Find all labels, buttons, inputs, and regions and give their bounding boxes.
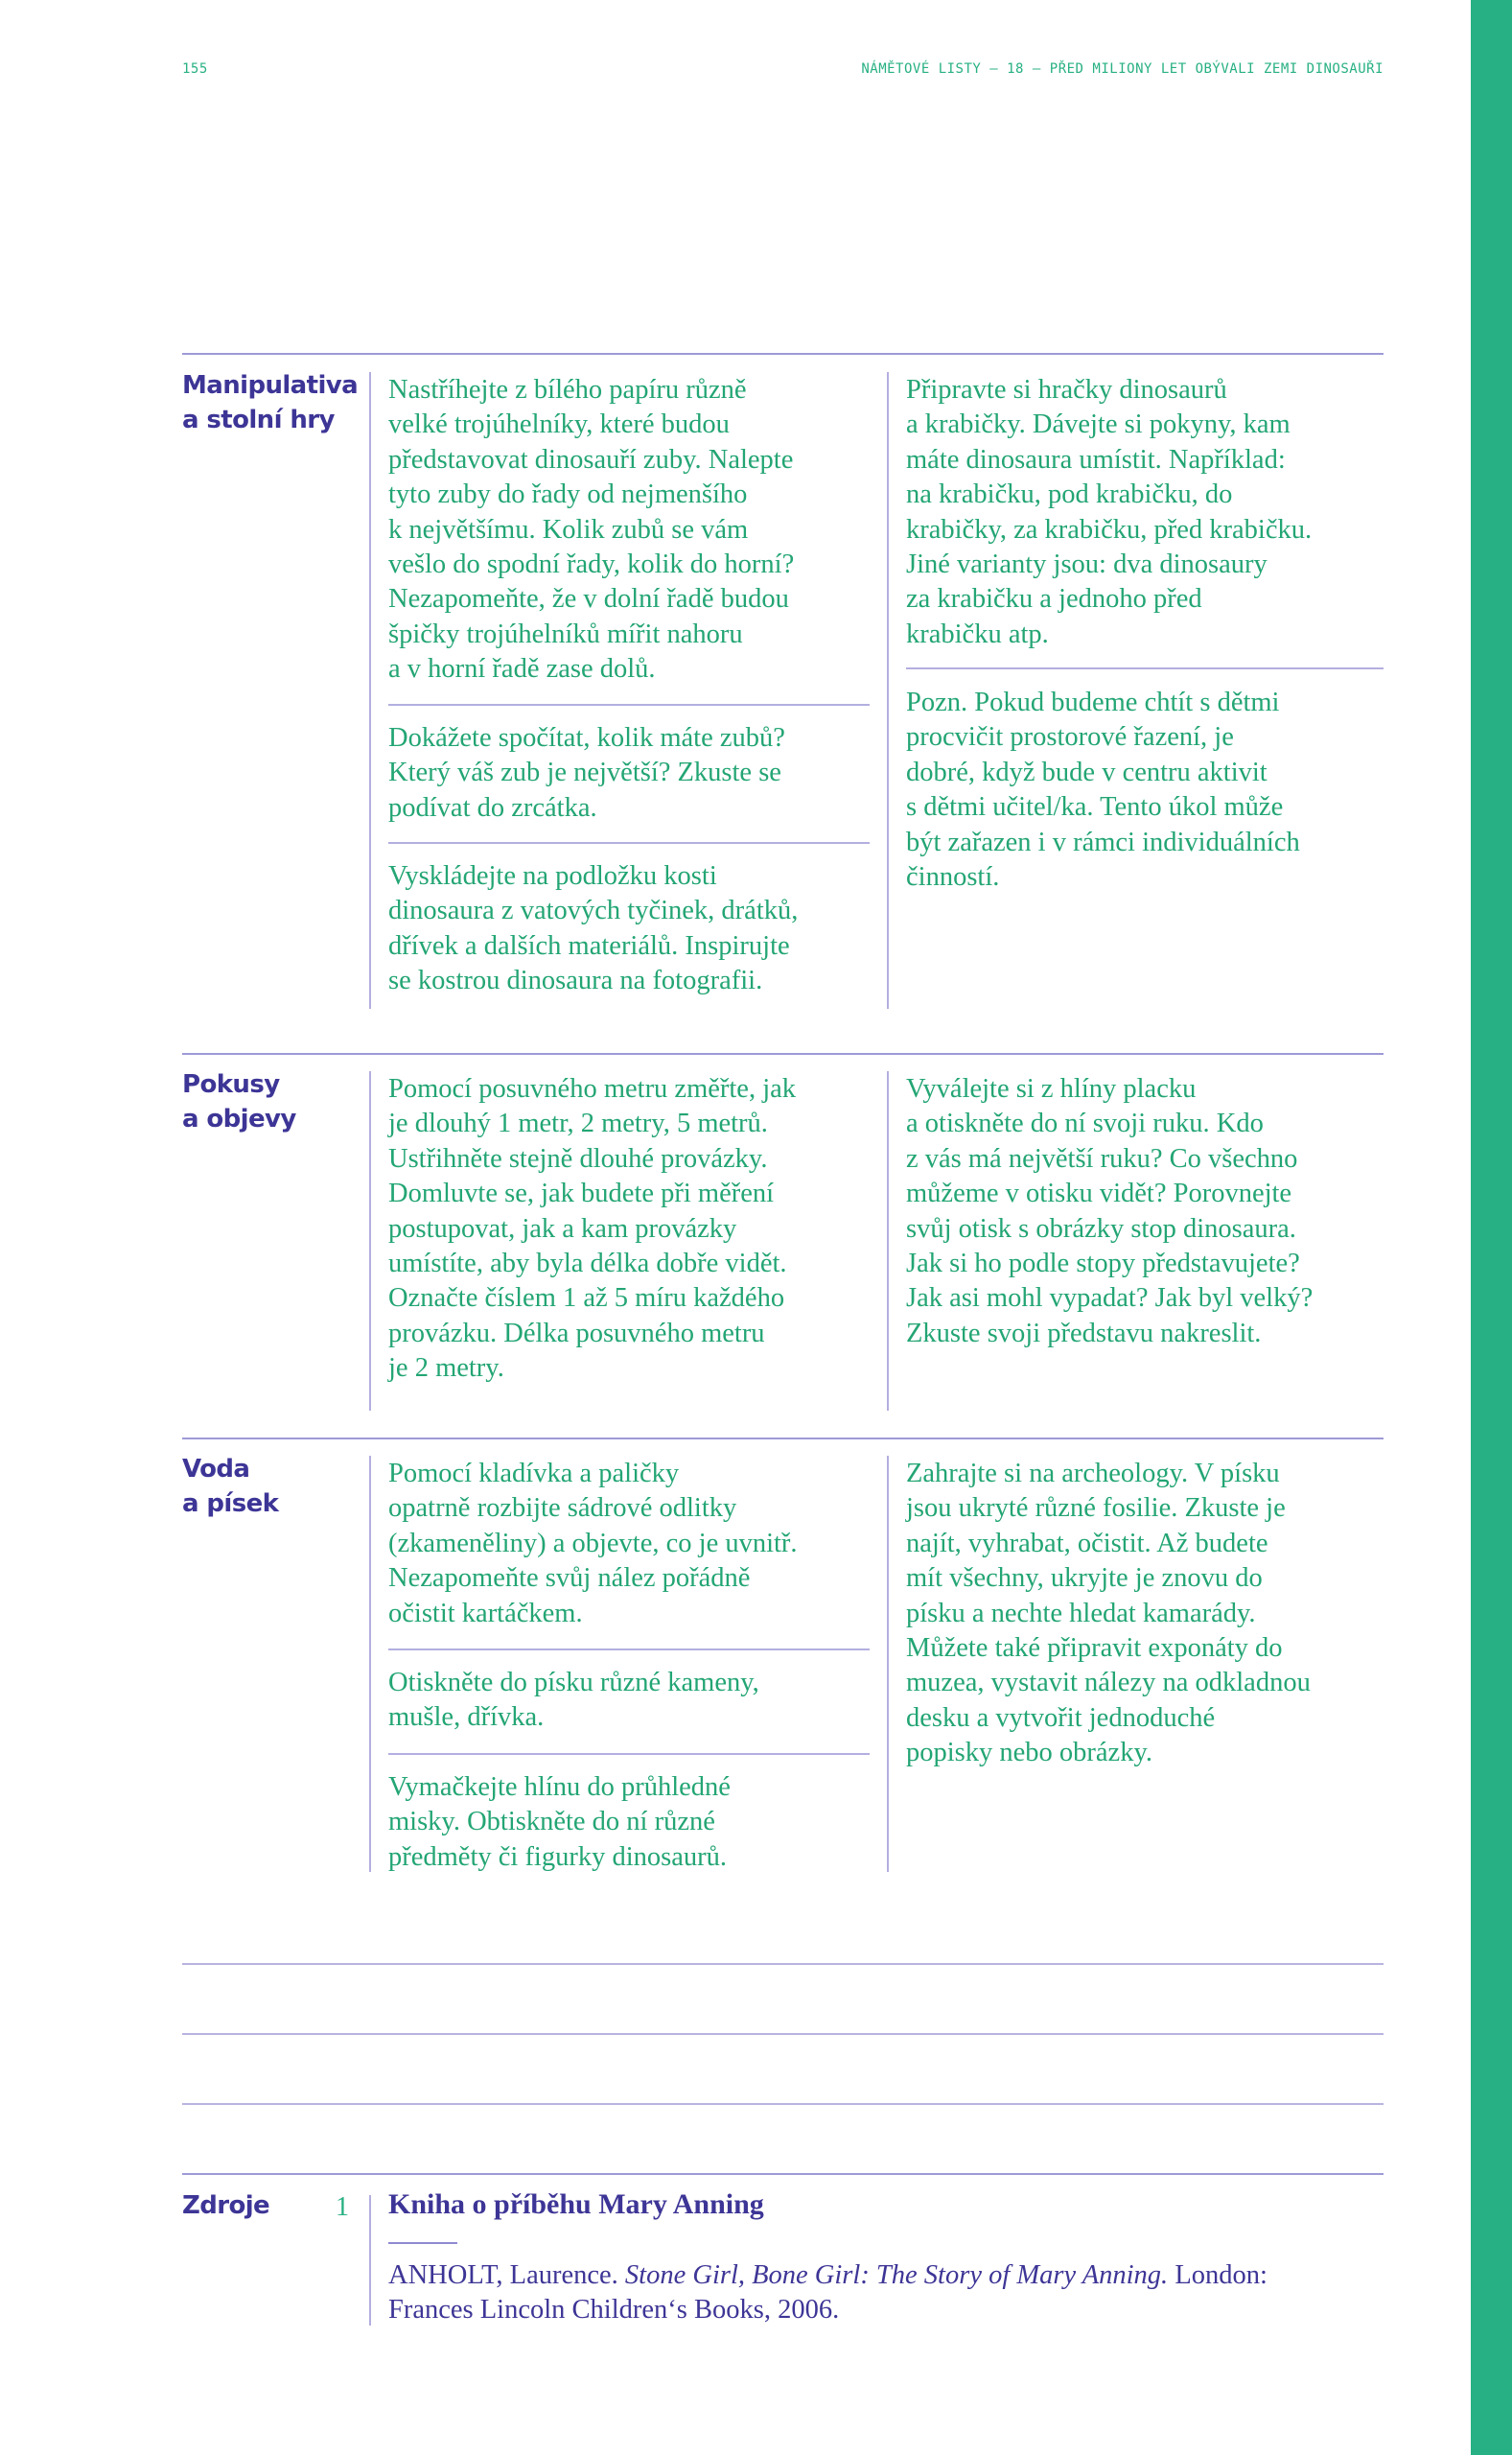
activity-divider [388,704,870,706]
page-edge-color-bar [1471,0,1512,2455]
column-divider [369,1456,371,1872]
citation-publisher: Frances Lincoln Children‘s Books, 2006. [388,2295,840,2326]
section-label-pokusy: Pokusy a objevy [182,1070,296,1134]
note-text: Pozn. Pokud budeme chtít s dětmi procvičit prostorové řazení, je dobré, když bude v centru aktivit s dětmi učitel/ka. Tento úkol může být zařazen i v rámci individuálních činností. [906,688,1300,893]
section-divider [182,1438,1384,1439]
source-title: Kniha o příběhu Mary Anning [388,2188,764,2220]
citation-author: ANHOLT, Laurence. [388,2260,618,2290]
activity-text: Vymačkejte hlínu do průhledné misky. Obtiskněte do ní různé předměty či figurky dinosaurů. [388,1772,731,1872]
activity-text: Pomocí kladívka a paličky opatrně rozbijte sádrové odlitky (zkameněliny) a objevte, co je uvnitř. Nezapomeňte svůj nález pořádně očistit kartáčkem. [388,1459,798,1628]
section-divider [182,2173,1384,2175]
activity-divider [388,1648,870,1650]
activity-divider [388,842,870,844]
section-label-zdroje: Zdroje [182,2191,270,2220]
source-citation [388,2258,1385,2328]
citation-place: London: [1175,2260,1268,2290]
blank-writing-line [182,1963,1384,1965]
section-divider [182,353,1384,355]
section-divider [182,1053,1384,1055]
section-label-manipulativa: Manipulativa a stolní hry [182,371,359,434]
column-divider [369,2195,371,2326]
column-divider [887,1071,889,1411]
citation-work-title: Stone Girl, Bone Girl: The Story of Mary Anning. [624,2260,1169,2290]
blank-writing-line [182,2103,1384,2105]
column-divider [369,372,371,1009]
activity-text: Připravte si hračky dinosaurů a krabičky. Dávejte si pokyny, kam máte dinosaura umístit. Například: na krabičku, pod krabičku, do krabičky, za krabičku, před krabičku. Jiné varianty jsou: dva dinosaury za krabičku a jednoho před krabičku atp. [906,375,1313,649]
section-label-voda: Voda a písek [182,1455,279,1518]
source-title-underline [388,2242,457,2244]
activity-text: Nastříhejte z bílého papíru různě velké trojúhelníky, které budou představovat dinosauří zuby. Nalepte tyto zuby do řady od nejmenšího k největšímu. Kolik zubů se vám vešlo do spodní řady, kolik do horní? Nezapomeňte, že v dolní řadě budou špičky trojúhelníků mířit nahoru a v horní řadě zase dolů. [388,375,795,685]
column-divider [887,1456,889,1872]
page-number: 155 [182,61,208,77]
activity-divider [906,667,1384,669]
activity-text: Zahrajte si na archeology. V písku jsou ukryté různé fosilie. Zkuste je najít, vyhrabat, očistit. Až budete mít všechny, ukryjte je znovu do písku a nechte hledat kamarády. Můžete také připravit exponáty do muzea, vystavit nálezy na odkladnou desku a vytvořit jednoduché popisky nebo obrázky. [906,1459,1311,1768]
blank-writing-line [182,2033,1384,2035]
source-number: 1 [336,2192,349,2222]
activity-text: Otiskněte do písku různé kameny, mušle, dřívka. [388,1668,759,1733]
activity-text: Vyválejte si z hlíny placku a otiskněte do ní svoji ruku. Kdo z vás má největší ruku? Co všechno můžeme v otisku vidět? Porovnejte svůj otisk s obrázky stop dinosaura. Jak si ho podle stopy představujete? Jak asi mohl vypadat? Jak byl velký? Zkuste svoji představu nakreslit. [906,1074,1314,1348]
activity-text: Dokážete spočítat, kolik máte zubů? Který váš zub je největší? Zkuste se podívat do zrcátka. [388,723,785,823]
column-divider [369,1071,371,1411]
column-divider [887,372,889,1009]
activity-divider [388,1753,870,1755]
running-title: NÁMĚTOVÉ LISTY – 18 – PŘED MILIONY LET OBÝVALI ZEMI DINOSAUŘI [861,61,1384,77]
activity-text: Vyskládejte na podložku kosti dinosaura z vatových tyčinek, drátků, dřívek a dalších materiálů. Inspirujte se kostrou dinosaura na fotografii. [388,861,799,996]
activity-text: Pomocí posuvného metru změřte, jak je dlouhý 1 metr, 2 metry, 5 metrů. Ustřihněte stejně dlouhé provázky. Domluvte se, jak budete při měření postupovat, jak a kam provázky umístíte, aby byla délka dobře vidět. Označte číslem 1 až 5 míru každého provázku. Délka posuvného metru je 2 metry. [388,1074,797,1384]
